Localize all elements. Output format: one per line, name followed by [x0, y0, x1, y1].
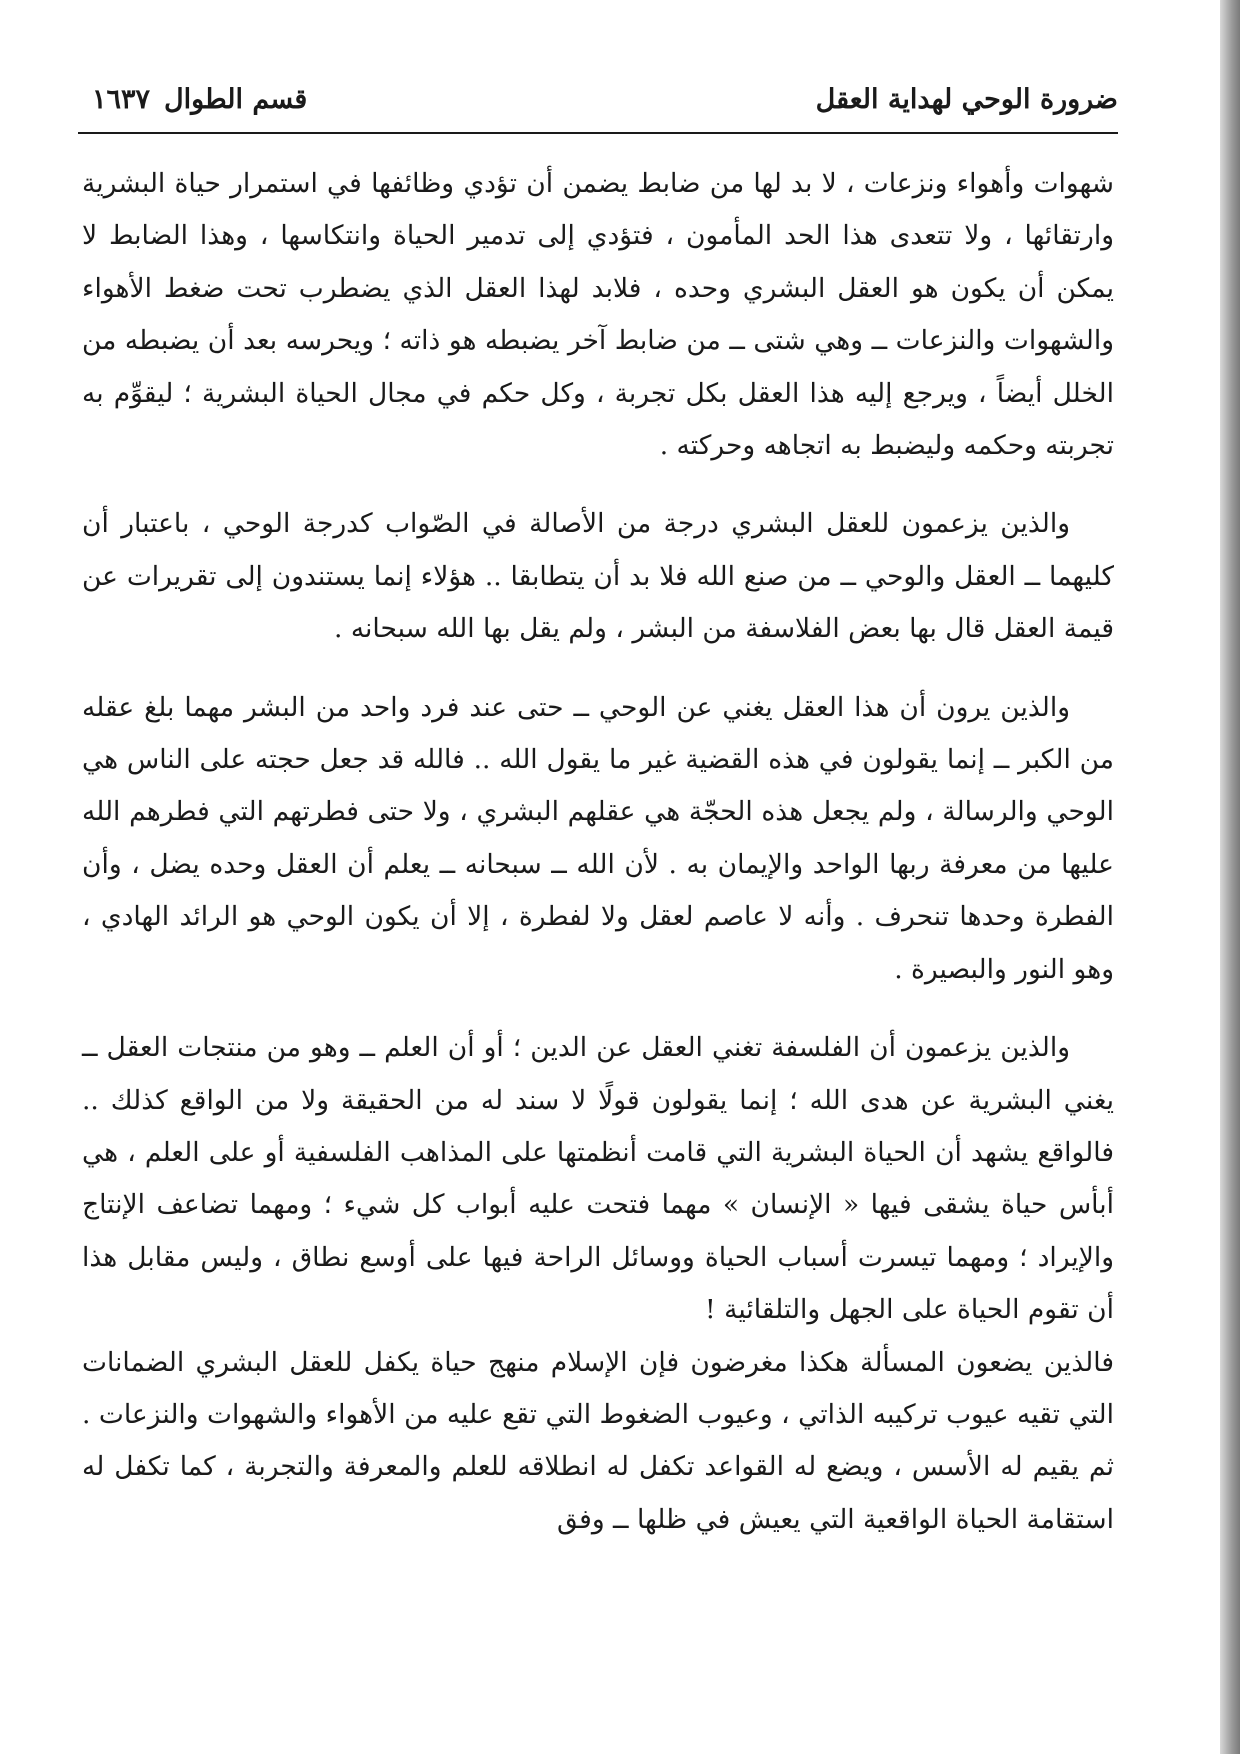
- running-header: [78, 70, 1118, 134]
- paragraph: والذين يرون أن هذا العقل يغني عن الوحي ــ حتى عند فرد واحد من البشر مهما بلغ عقله من الكبر ــ إنما يقولون في هذه القضية غير ما يقول الله .. فالله قد جعل حجته على الناس هي الوحي والرسالة ، ولم يجعل هذه الحجّة هي عقلهم البشري ، ولا حتى فطرتهم التي فطرهم الله عليها من معرفة ربها الواحد والإيمان به . لأن الله ــ سبحانه ــ يعلم أن العقل وحده يضل ، وأن الفطرة وحدها تنحرف . وأنه لا عاصم لعقل ولا لفطرة ، إلا أن يكون الوحي هو الرائد الهادي ، وهو النور والبصيرة .: [82, 691, 1114, 985]
- paragraph: شهوات وأهواء ونزعات ، لا بد لها من ضابط يضمن أن تؤدي وظائفها في استمرار حياة البشرية وارتقائها ، ولا تتعدى هذا الحد المأمون ، فتؤدي إلى تدمير الحياة وانتكاسها ، وهذا الضابط لا يمكن أن يكون هو العقل البشري وحده ، فلابد لهذا العقل الذي يضطرب تحت ضغط الأهواء والشهوات والنزعات ــ وهي شتى ــ من ضابط آخر يضبطه هو ذاته ؛ ويحرسه بعد أن يضبطه من الخلل أيضاً ، ويرجع إليه هذا العقل بكل تجربة ، وكل حكم في مجال الحياة البشرية ؛ ليقوِّم به تجربته وحكمه وليضبط به اتجاهه وحركته .: [82, 168, 1115, 462]
- paragraph: فالذين يضعون المسألة هكذا مغرضون فإن الإسلام منهج حياة يكفل للعقل البشري الضمانات التي تقيه عيوب تركيبه الذاتي ، وعيوب الضغوط التي تقع عليه من الأهواء والشهوات والنزعات . ثم يقيم له الأسس ، ويضع له القواعد تكفل له انطلاقه للعلم والمعرفة والتجربة ، كما تكفل له استقامة الحياة الواقعية التي يعيش في ظلها ــ وفق: [82, 1346, 1114, 1535]
- paragraph: والذين يزعمون للعقل البشري درجة من الأصالة في الصّواب كدرجة الوحي ، باعتبار أن كليهما ــ العقل والوحي ــ من صنع الله فلا بد أن يتطابقا .. هؤلاء إنما يستندون إلى تقريرات عن قيمة العقل قال بها بعض الفلاسفة من البشر ، ولم يقل بها الله سبحانه .: [82, 508, 1114, 645]
- page-reference: [78, 84, 307, 115]
- book-page: [78, 70, 1118, 1730]
- section-name: قسم الطوال: [164, 84, 308, 115]
- paragraph: والذين يزعمون أن الفلسفة تغني العقل عن الدين ؛ أو أن العلم ــ وهو من منتجات العقل ــ يغني البشرية عن هدى الله ؛ إنما يقولون قولًا لا سند له من الحقيقة ولا من الواقع كذلك .. فالواقع يشهد أن الحياة البشرية التي قامت أنظمتها على المذاهب الفلسفية أو على العلم ، هي أبأس حياة يشقى فيها « الإنسان » مهما فتحت عليه أبواب كل شيء ؛ ومهما تضاعف الإنتاج والإيراد ؛ ومهما تيسرت أسباب الحياة ووسائل الراحة فيها على أوسع نطاق ، وليس مقابل هذا أن تقوم الحياة على الجهل والتلقائية !: [82, 1032, 1114, 1326]
- book-title: ضرورة الوحي لهداية العقل: [815, 84, 1118, 115]
- page-number: ١٦٣٧: [92, 84, 151, 115]
- body-text: [78, 158, 1118, 1546]
- scan-page-edge: [1220, 0, 1240, 1754]
